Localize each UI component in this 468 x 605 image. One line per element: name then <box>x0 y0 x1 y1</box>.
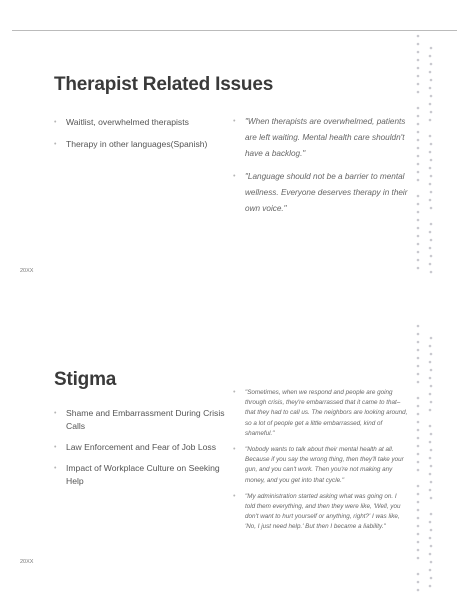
decor-dot <box>429 377 432 380</box>
decor-dot <box>430 63 433 66</box>
decor-dot <box>417 35 420 38</box>
decor-dot <box>430 111 433 114</box>
decor-dot <box>417 43 420 46</box>
decorative-dots <box>412 322 436 597</box>
decor-dot <box>417 211 420 214</box>
decor-dot <box>417 131 420 134</box>
decor-dot <box>429 87 432 90</box>
decor-dot <box>430 369 433 372</box>
decor-dot <box>429 167 432 170</box>
decor-dot <box>417 357 420 360</box>
decor-dot <box>429 585 432 588</box>
decor-dot <box>429 473 432 476</box>
bullet-item: • Waitlist, overwhelmed therapists <box>54 116 224 129</box>
decor-dot <box>430 159 433 162</box>
decor-dot <box>417 509 420 512</box>
decor-dot <box>417 163 420 166</box>
decor-dot <box>430 337 433 340</box>
slide-stigma <box>0 300 468 605</box>
decor-dot <box>417 453 420 456</box>
decor-dot <box>429 263 432 266</box>
decor-dot <box>430 95 433 98</box>
decor-dot <box>417 139 420 142</box>
decor-dot <box>417 485 420 488</box>
decor-dot <box>417 243 420 246</box>
bullet-item: • Shame and Embarrassment During Crisis Calls <box>54 407 229 433</box>
decor-dot <box>430 175 433 178</box>
decor-dot <box>417 525 420 528</box>
decor-dot <box>429 55 432 58</box>
decor-dot <box>430 561 433 564</box>
decor-dot <box>417 461 420 464</box>
decor-dot <box>417 75 420 78</box>
bullet-list <box>54 116 224 160</box>
decor-dot <box>430 239 433 242</box>
decor-dot <box>429 409 432 412</box>
decor-dot <box>417 437 420 440</box>
decor-dot <box>417 155 420 158</box>
decor-dot <box>417 107 420 110</box>
decor-dot <box>430 385 433 388</box>
decor-dot <box>417 235 420 238</box>
decor-dot <box>417 533 420 536</box>
decor-dot <box>417 373 420 376</box>
decor-dot <box>417 325 420 328</box>
decor-dot <box>430 255 433 258</box>
decor-dot <box>417 429 420 432</box>
decorative-dots <box>412 32 436 280</box>
quote-list <box>233 114 413 224</box>
decor-dot <box>429 231 432 234</box>
decor-dot <box>417 83 420 86</box>
decor-dot <box>429 457 432 460</box>
decor-dot <box>417 421 420 424</box>
quote-item: • "Nobody wants to talk about their mental health at all. Because if you say the wrong thing, then they'll take your gun, and you can't work. Then you're not making any money, and you get into that cycle." <box>233 445 408 486</box>
bullet-list <box>54 407 229 496</box>
quote-list <box>233 388 408 539</box>
decor-dot <box>429 151 432 154</box>
decor-dot <box>417 573 420 576</box>
bullet-item: • Law Enforcement and Fear of Job Loss <box>54 441 229 454</box>
decor-dot <box>417 123 420 126</box>
decor-dot <box>429 569 432 572</box>
decor-dot <box>417 557 420 560</box>
decor-dot <box>417 397 420 400</box>
decor-dot <box>417 341 420 344</box>
decor-dot <box>429 425 432 428</box>
decor-dot <box>417 51 420 54</box>
quote-item: • "Sometimes, when we respond and people are going through crisis, they're embarrassed that it came to that–that they had to call us. The neighbors are looking around, so a lot of people get a little embarrassed, kind of shameful." <box>233 388 408 439</box>
decor-dot <box>429 489 432 492</box>
decor-dot <box>417 493 420 496</box>
decor-dot <box>417 581 420 584</box>
quote-item: • "Language should not be a barrier to mental wellness. Everyone deserves therapy in their own voice." <box>233 169 413 217</box>
decor-dot <box>430 497 433 500</box>
decor-dot <box>430 271 433 274</box>
decor-dot <box>429 345 432 348</box>
slide-title: Therapist Related Issues <box>54 74 274 95</box>
decor-dot <box>417 195 420 198</box>
decor-dot <box>417 541 420 544</box>
decor-dot <box>430 223 433 226</box>
decor-dot <box>429 537 432 540</box>
decor-dot <box>417 251 420 254</box>
decor-dot <box>430 47 433 50</box>
footer-year: 20XX <box>20 559 34 565</box>
bullet-item: • Impact of Workplace Culture on Seeking Help <box>54 462 229 488</box>
decor-dot <box>429 247 432 250</box>
decor-dot <box>429 103 432 106</box>
decor-dot <box>430 577 433 580</box>
slide-title: Stigma <box>54 369 117 390</box>
decor-dot <box>417 259 420 262</box>
decor-dot <box>417 405 420 408</box>
decor-dot <box>417 413 420 416</box>
decor-dot <box>430 529 433 532</box>
decor-dot <box>430 433 433 436</box>
quote-item: • "My administration started asking what was going on. I told them everything, and then they were like, 'Well, you don't want to hurt yourself or anything, right?' I was like, 'No, I just need help.' But then I became a liability." <box>233 492 408 533</box>
decor-dot <box>417 469 420 472</box>
decor-dot <box>417 67 420 70</box>
decor-dot <box>430 401 433 404</box>
decor-dot <box>429 71 432 74</box>
decor-dot <box>417 115 420 118</box>
decor-dot <box>429 361 432 364</box>
decor-dot <box>430 465 433 468</box>
decor-dot <box>417 219 420 222</box>
decor-dot <box>417 333 420 336</box>
decor-dot <box>417 381 420 384</box>
decor-dot <box>429 553 432 556</box>
decor-dot <box>430 513 433 516</box>
decor-dot <box>417 227 420 230</box>
decor-dot <box>429 183 432 186</box>
decor-dot <box>417 59 420 62</box>
decor-dot <box>417 267 420 270</box>
slide-therapist-issues <box>0 0 468 300</box>
decor-dot <box>430 143 433 146</box>
footer-year: 20XX <box>20 268 34 274</box>
decor-dot <box>430 207 433 210</box>
decor-dot <box>417 179 420 182</box>
decor-dot <box>417 501 420 504</box>
decor-dot <box>429 393 432 396</box>
decor-dot <box>417 589 420 592</box>
decor-dot <box>430 79 433 82</box>
decor-dot <box>417 147 420 150</box>
decor-dot <box>429 119 432 122</box>
decor-dot <box>430 191 433 194</box>
quote-item: • "When therapists are overwhelmed, patients are left waiting. Mental health care shouldn't have a backlog." <box>233 114 413 162</box>
decor-dot <box>417 365 420 368</box>
bullet-item: • Therapy in other languages(Spanish) <box>54 138 224 151</box>
decor-dot <box>430 353 433 356</box>
decor-dot <box>429 441 432 444</box>
decor-dot <box>417 349 420 352</box>
decor-dot <box>429 135 432 138</box>
decor-dot <box>430 449 433 452</box>
decor-dot <box>417 445 420 448</box>
decor-dot <box>417 517 420 520</box>
decor-dot <box>430 545 433 548</box>
decor-dot <box>417 91 420 94</box>
decor-dot <box>417 203 420 206</box>
decor-dot <box>430 481 433 484</box>
decor-dot <box>429 199 432 202</box>
decor-dot <box>417 549 420 552</box>
decor-dot <box>417 171 420 174</box>
decor-dot <box>429 521 432 524</box>
